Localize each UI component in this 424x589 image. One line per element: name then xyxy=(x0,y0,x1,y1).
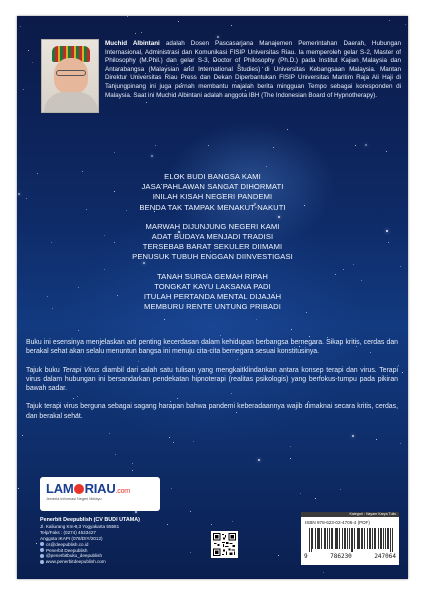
barcode-bar xyxy=(380,528,381,549)
star xyxy=(169,437,170,438)
star xyxy=(258,459,260,461)
poem-line: ADAT BUDAYA MENJADI TRADISI xyxy=(151,232,274,242)
qr-code-icon xyxy=(213,533,236,556)
barcode-digits xyxy=(304,553,396,560)
star xyxy=(290,446,291,447)
star xyxy=(386,151,387,152)
poem-line: JASA PAHLAWAN SANGAT DIHORMATI xyxy=(141,182,284,192)
star xyxy=(18,488,19,489)
barcode-bar xyxy=(364,528,365,549)
poem-line: TONGKAT KAYU LAKSANA PADI xyxy=(154,281,271,291)
star xyxy=(32,62,33,63)
bio-line: Universitas Riau. Ia memperoleh gelar S-2, Master of Philosophy (M.Phil.) dan xyxy=(105,48,402,65)
barcode-bar xyxy=(362,528,363,549)
star xyxy=(402,372,403,373)
star xyxy=(115,454,116,455)
poem-line: MEMBURU RENTE UNTUNG PRIBADI xyxy=(144,302,281,312)
barcode-bar xyxy=(388,528,389,549)
author-shirt xyxy=(44,92,98,113)
barcode-bar xyxy=(381,528,382,549)
barcode-bar xyxy=(351,528,352,552)
back-cover xyxy=(17,16,408,579)
description-paragraph xyxy=(26,366,398,394)
poem-line: BENDA TAK TAMPAK MENAKUT-NAKUTI xyxy=(139,202,286,212)
star xyxy=(211,524,212,525)
poem-stanza xyxy=(77,272,348,313)
star xyxy=(141,32,142,33)
publisher-website xyxy=(40,559,200,565)
barcode-bar xyxy=(352,528,353,552)
poem-line: PENUSUK TUBUH ENGGAN DIINVESTIGASI xyxy=(132,252,293,262)
description-text: Tajuk buku xyxy=(26,366,63,374)
publisher-ikapi: Anggota IKAPI (076/DIY/2012) xyxy=(40,535,103,541)
qr-code xyxy=(211,531,238,558)
book-category: Kategori : Hayam Karya Tulis xyxy=(301,512,399,517)
bio-line: Antarabangsa (Malaysian and International Studies) di Universitas xyxy=(105,65,306,73)
barcode-bar xyxy=(331,528,332,549)
social-text: www.penerbitdeepublish.com xyxy=(46,559,106,565)
poem-line: TERSEBAB BARAT SEKULER DIIMAMI xyxy=(142,242,283,252)
barcode-bar xyxy=(392,528,393,552)
star xyxy=(405,24,406,25)
facebook-icon xyxy=(40,548,44,552)
poem xyxy=(77,172,348,321)
star xyxy=(290,458,291,459)
lamriau-tagline: Jendela Informasi Negeri Melayu xyxy=(46,497,102,501)
barcode-bar xyxy=(342,528,343,549)
book-description xyxy=(26,338,398,430)
star xyxy=(355,145,356,146)
star xyxy=(51,242,52,243)
barcode-bar xyxy=(387,528,388,549)
star xyxy=(300,493,301,494)
star xyxy=(114,152,115,153)
star xyxy=(28,50,29,51)
star xyxy=(23,89,24,90)
barcode-bar xyxy=(358,528,359,549)
star xyxy=(365,144,367,146)
star xyxy=(20,26,21,27)
star xyxy=(190,511,191,512)
barcode-bar xyxy=(370,528,371,549)
email-icon xyxy=(40,542,44,546)
barcode-bar xyxy=(361,528,362,549)
publisher-info xyxy=(40,518,200,565)
barcode-bar xyxy=(319,528,320,549)
poem-line: TANAH SURGA GEMAH RIPAH xyxy=(157,271,268,281)
barcode-digit-group: 786230 xyxy=(330,553,352,560)
barcode-bar xyxy=(312,528,313,549)
star xyxy=(173,442,174,443)
barcode-bar xyxy=(367,528,368,549)
star xyxy=(47,296,48,297)
star xyxy=(220,335,221,336)
barcode-digit-group: 247064 xyxy=(374,553,396,560)
barcode-bar xyxy=(321,528,322,549)
star xyxy=(36,543,37,544)
star xyxy=(135,33,136,34)
barcode-bar xyxy=(385,528,386,549)
barcode-bar xyxy=(349,528,350,549)
star xyxy=(109,433,110,434)
description-paragraph: Buku ini esensinya menjelaskan arti penting kecerdasan dalam kehidupan berbangsa bernegara. Sikap kritis, cerdas dan berakal sehat akan selalu menuntun bangsa ini menuju cita-cita bernegara sesuai konstitusinya. xyxy=(26,339,398,356)
star xyxy=(231,25,232,26)
bio-line: Diperbantukan FISIP Universitas Maritim Raja Ali Haji di Tanjungpinang ini juga xyxy=(105,74,402,90)
globe-icon xyxy=(40,560,44,564)
barcode-digit-group: 9 xyxy=(304,553,308,560)
star xyxy=(217,36,219,38)
barcode-bar xyxy=(390,528,391,552)
star xyxy=(193,441,194,442)
social-text: @penerbitbuku_deepublish xyxy=(46,553,103,559)
barcode-bar xyxy=(354,528,355,549)
bio-line: adalah Dosen Pascasarjana Manajemen Pemerintahan xyxy=(159,40,338,47)
star xyxy=(323,572,324,573)
bio-line: of Hypnotherapy). xyxy=(326,91,377,99)
barcode-bar xyxy=(318,528,319,549)
barcode-panel xyxy=(301,512,399,565)
star xyxy=(155,145,156,146)
description-text: diambil dari salah satu tulisan yang mengkaitklindankan antara konsep terapi dan virus. Terapi virus dalam hubungan ini bersandarkan pendekatan hipnoterapi (realitas psikologis) yang berfokus-tumpu pada pikiran bawah sadar. xyxy=(26,366,399,393)
brand-part: LAM xyxy=(46,481,74,496)
logo-circle-icon xyxy=(74,484,84,494)
star xyxy=(232,521,233,522)
star xyxy=(78,330,79,331)
publisher-name: Penerbit Deepublish (CV BUDI UTAMA) xyxy=(40,517,140,523)
barcode-bar xyxy=(378,528,379,549)
star xyxy=(208,145,209,146)
brand-suffix: .com xyxy=(115,488,130,495)
poem-line: ELOK BUDI BANGSA KAMI xyxy=(164,172,261,181)
bio-line: Daerah, Hubungan Internasional, Administrasi dan Komunikasi FISIP xyxy=(105,40,401,56)
social-text: Penerbit Deepublish xyxy=(46,547,88,553)
isbn-text: ISBN 978-623-02-4706-4 (PDF) xyxy=(305,520,370,525)
barcode-bar xyxy=(317,528,318,549)
instagram-icon xyxy=(40,554,44,558)
publisher-phone: Telp/Faks : (0274) 4533427 xyxy=(40,529,96,535)
star xyxy=(340,489,341,490)
star xyxy=(309,336,310,337)
publisher-address: Jl. Kaliurang Km 9,3 Yogyakarta 55581 xyxy=(40,523,120,529)
barcode-bar xyxy=(383,528,384,549)
poem-line: MARWAH DIJUNJUNG NEGERI KAMI xyxy=(145,221,280,231)
star xyxy=(386,230,388,232)
bio-line: Kebangsaan Malaysia. Mantan Direktur Universitas Riau Press dan Dekan xyxy=(105,65,402,82)
barcode-bar xyxy=(327,528,328,549)
brand-part: RIAU xyxy=(84,481,116,496)
star xyxy=(37,173,38,174)
star xyxy=(278,555,279,556)
barcode-bar xyxy=(375,528,376,549)
barcode-bar xyxy=(311,528,312,552)
star xyxy=(22,435,23,436)
barcode-bar xyxy=(324,528,325,549)
star xyxy=(135,511,137,513)
star xyxy=(361,280,362,281)
barcode-bar xyxy=(347,528,348,549)
lamriau-brand xyxy=(46,481,154,496)
star xyxy=(18,193,20,195)
poem-stanza xyxy=(77,172,348,213)
star xyxy=(291,329,292,330)
bio-line: gelar S-3, Doctor of Philosophy (Ph.D.) pada Institut Kajian Malaysia dan xyxy=(180,57,402,65)
barcode-bar xyxy=(339,528,340,549)
barcode-bar xyxy=(335,528,336,549)
barcode-bar xyxy=(357,528,358,549)
star xyxy=(266,166,267,167)
barcode-bar xyxy=(359,528,360,549)
star xyxy=(400,443,401,444)
barcode-bar xyxy=(345,528,346,549)
social-text: cs@deepublish.co.id xyxy=(46,541,89,547)
author-bio xyxy=(105,40,401,100)
barcode-bar xyxy=(336,528,337,549)
star xyxy=(352,435,354,437)
author-face xyxy=(54,58,88,94)
star xyxy=(127,16,128,17)
author-glasses xyxy=(56,70,86,76)
barcode-bar xyxy=(374,528,375,549)
poem-line: ITULAH PERTANDA MENTAL DIJAJAH xyxy=(143,292,282,302)
lamriau-logo xyxy=(40,477,160,511)
star xyxy=(353,264,354,265)
star xyxy=(315,498,316,499)
barcode-icon xyxy=(309,528,393,552)
barcode-bar xyxy=(332,528,333,549)
star xyxy=(273,147,274,148)
star xyxy=(178,21,179,22)
barcode-bar xyxy=(369,528,370,549)
author-name: Muchid Albintani xyxy=(105,40,160,47)
barcode-bar xyxy=(372,528,373,549)
star xyxy=(151,155,153,157)
star xyxy=(132,463,133,464)
star xyxy=(52,308,53,309)
poem-line: INILAH KISAH NEGERI PANDEMI xyxy=(152,192,273,202)
star xyxy=(400,266,401,267)
barcode-bar xyxy=(325,528,326,549)
barcode-bar xyxy=(337,528,338,549)
description-paragraph: Tajuk terapi virus berguna sebagai sagang harapan bahwa pandemi keberadaannya wajib dimaknai secara kritis, cerdas, dan berakal sehat. xyxy=(26,403,398,420)
barcode-bar xyxy=(309,528,310,552)
star xyxy=(389,20,390,21)
barcode-bar xyxy=(344,528,345,549)
star xyxy=(146,102,147,103)
poem-stanza xyxy=(77,222,348,263)
book-title-italic: Terapi Virus xyxy=(62,366,100,374)
star xyxy=(388,242,389,243)
star xyxy=(287,129,288,130)
star xyxy=(171,488,172,489)
bio-line: pernah membantu majalah berita mingguan Tempo sebagai koresponden di xyxy=(175,82,402,90)
star xyxy=(26,198,27,199)
bio-line: Malaysia. Saat ini Muchid Albintani adalah anggota IBH (The Indonesian Board xyxy=(105,91,326,99)
star xyxy=(132,470,133,471)
barcode-bar xyxy=(315,528,316,549)
star xyxy=(376,439,377,440)
author-photo xyxy=(41,39,99,113)
barcode-bar xyxy=(329,528,330,549)
